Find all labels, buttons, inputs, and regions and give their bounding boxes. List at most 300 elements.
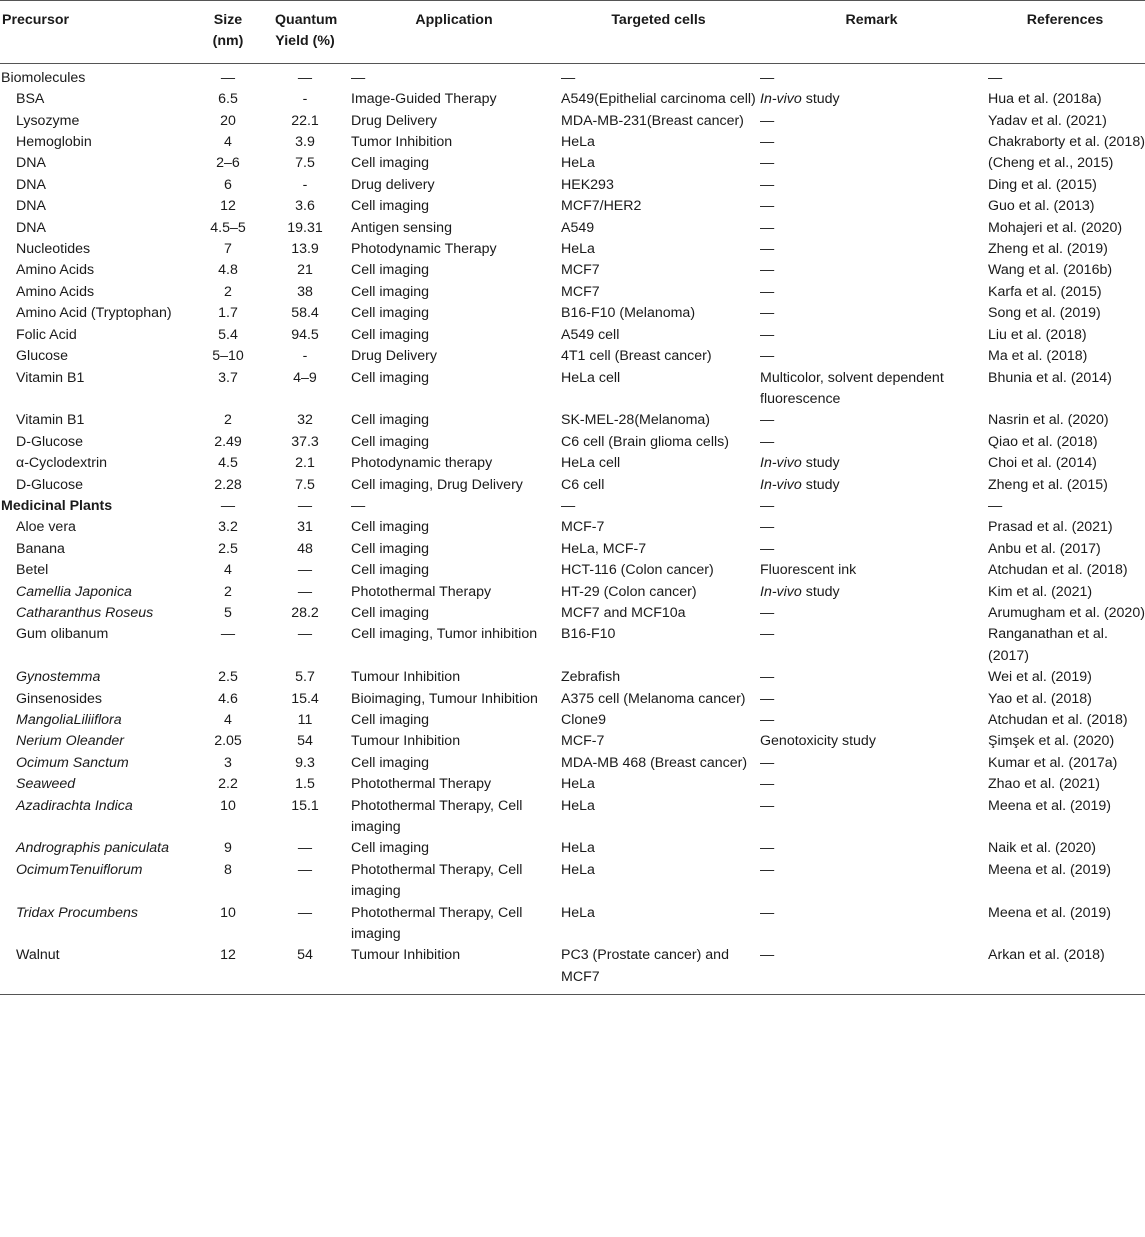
cell-precursor: Tridax Procumbens — [16, 904, 138, 921]
cell-size: 2.49 — [214, 433, 242, 450]
cell-precursor: Amino Acids — [16, 283, 95, 300]
cell-reference: Prasad et al. (2021) — [988, 519, 1113, 536]
table-row — [0, 239, 1145, 260]
cell-remark: Fluorescent ink — [760, 562, 857, 579]
cell-precursor: Amino Acid (Tryptophan) — [16, 305, 172, 322]
cell-remark: — — [760, 712, 775, 728]
header-targeted-cells: Targeted cells — [611, 12, 706, 28]
cell-quantum-yield: — — [297, 840, 313, 857]
cell-targeted-cells: HeLa — [561, 155, 595, 172]
cell-reference: Zhao et al. (2021) — [988, 776, 1100, 793]
cell-precursor: Gynostemma — [16, 669, 101, 686]
cell-size: 6.5 — [218, 91, 238, 108]
cell-reference: Kumar et al. (2017a) — [988, 754, 1118, 771]
cell-application: Cell imaging — [351, 519, 430, 536]
cell-application: Cell imaging — [351, 712, 430, 728]
cell-reference: Karfa et al. (2015) — [988, 283, 1102, 300]
cell-precursor: Seaweed — [16, 776, 76, 793]
cell-precursor: Vitamin B1 — [16, 412, 85, 429]
cell-size: 2.5 — [218, 669, 238, 686]
cell-size: 7 — [224, 241, 232, 258]
cell-quantum-yield: - — [302, 91, 308, 108]
cell-quantum-yield: 7.5 — [295, 155, 315, 172]
header-application: Application — [415, 12, 493, 28]
cell-targeted-cells: HeLa, MCF-7 — [561, 540, 647, 557]
cell-application: Cell imaging — [351, 433, 430, 450]
cell-application: Cell imaging — [351, 412, 430, 429]
cell-application: — — [351, 497, 366, 514]
cell-application: Drug delivery — [351, 176, 435, 193]
cell-size: 2 — [224, 583, 232, 600]
table-row — [0, 89, 1145, 110]
cell-application: Cell imaging — [351, 369, 430, 386]
cell-quantum-yield: — — [297, 69, 313, 86]
cell-size: 4 — [224, 134, 232, 151]
table-row — [0, 689, 1145, 710]
cell-remark: — — [760, 262, 775, 279]
remark-italic-text: In-vivo — [760, 583, 802, 600]
cell-quantum-yield: — — [297, 626, 313, 643]
cell-quantum-yield: 54 — [297, 947, 313, 964]
cell-application: Tumour Inhibition — [351, 947, 461, 964]
cell-size: 2–6 — [216, 155, 240, 172]
cell-application: Cell imaging, Drug Delivery — [351, 476, 523, 493]
cell-size: 10 — [220, 797, 236, 814]
cell-remark: — — [760, 241, 775, 258]
cell-application: Cell imaging — [351, 840, 430, 857]
cell-precursor: Nucleotides — [16, 241, 91, 258]
cell-size: 12 — [220, 947, 236, 964]
table-row — [0, 774, 1145, 795]
cell-precursor: Azadirachta Indica — [16, 797, 133, 814]
cell-quantum-yield: — — [297, 583, 313, 600]
cell-application: Image-Guided Therapy — [351, 91, 497, 108]
cell-reference: (Cheng et al., 2015) — [988, 155, 1114, 172]
cell-application: Photothermal Therapy — [351, 776, 492, 793]
table-row — [0, 560, 1145, 581]
cell-targeted-cells: HT-29 (Colon cancer) — [561, 583, 697, 600]
cell-quantum-yield: 21 — [297, 262, 313, 279]
cell-remark: — — [760, 433, 775, 450]
cell-remark: — — [760, 283, 775, 300]
cell-application: Photodynamic Therapy — [351, 241, 497, 258]
cell-remark: — — [760, 326, 775, 343]
cell-quantum-yield: — — [297, 861, 313, 878]
cell-remark — [758, 453, 985, 474]
table-row — [0, 796, 1145, 839]
cell-targeted-cells: MCF7 — [561, 262, 600, 279]
cell-targeted-cells: B16-F10 — [561, 626, 616, 643]
cell-targeted-cells: A549 — [561, 219, 595, 236]
cell-reference: Zheng et al. (2019) — [988, 241, 1108, 258]
cell-size: 2.5 — [218, 540, 238, 557]
cell-quantum-yield: 3.6 — [295, 198, 315, 215]
cell-application: Photodynamic therapy — [351, 455, 493, 472]
table-row — [0, 475, 1145, 496]
table-row — [0, 153, 1145, 174]
cell-size: 3 — [224, 754, 232, 771]
cell-size: 2 — [224, 412, 232, 429]
table-row — [0, 945, 1145, 994]
table-row — [0, 111, 1145, 132]
cell-targeted-cells: — — [561, 69, 576, 86]
header-remark: Remark — [845, 12, 898, 28]
cell-quantum-yield: 32 — [297, 412, 313, 429]
cell-remark: Genotoxicity study — [760, 733, 876, 750]
cell-remark: — — [760, 519, 775, 536]
cell-targeted-cells: HeLa — [561, 776, 595, 793]
table-row — [0, 667, 1145, 688]
table-row — [0, 603, 1145, 624]
cell-remark — [758, 475, 985, 496]
cell-quantum-yield: 37.3 — [291, 433, 319, 450]
cell-size: — — [220, 497, 236, 514]
table-row — [0, 432, 1145, 453]
cell-targeted-cells: C6 cell — [561, 476, 605, 493]
table-row — [0, 132, 1145, 153]
cell-targeted-cells: — — [561, 497, 576, 514]
cell-precursor: Ocimum Sanctum — [16, 754, 129, 771]
cell-reference: Atchudan et al. (2018) — [988, 712, 1128, 728]
cell-targeted-cells: C6 cell (Brain glioma cells) — [561, 433, 729, 450]
cell-targeted-cells: 4T1 cell (Breast cancer) — [561, 348, 712, 365]
cell-targeted-cells: SK-MEL-28(Melanoma) — [561, 412, 711, 429]
cell-size: 4 — [224, 712, 232, 728]
cell-quantum-yield: 4–9 — [293, 369, 317, 386]
cell-application: Tumor Inhibition — [351, 134, 453, 151]
remark-italic-text: In-vivo — [760, 476, 802, 493]
cell-reference: Meena et al. (2019) — [988, 904, 1112, 921]
cell-reference: Meena et al. (2019) — [988, 797, 1112, 814]
cell-quantum-yield: — — [297, 497, 313, 514]
cell-application: Tumour Inhibition — [351, 733, 461, 750]
cell-precursor: α-Cyclodextrin — [16, 455, 107, 472]
cell-remark: — — [760, 669, 775, 686]
cell-quantum-yield: 2.1 — [295, 455, 315, 472]
cell-targeted-cells: Zebrafish — [561, 669, 621, 686]
cell-size: 10 — [220, 904, 236, 921]
cell-quantum-yield: - — [302, 176, 308, 193]
cell-size: — — [220, 69, 236, 86]
cell-precursor: Nerium Oleander — [16, 733, 125, 750]
cell-quantum-yield: 28.2 — [291, 604, 319, 621]
cell-size: — — [220, 626, 236, 643]
cell-targeted-cells: Clone9 — [561, 712, 606, 728]
cell-quantum-yield: — — [297, 562, 313, 579]
table-row — [0, 624, 1145, 667]
cell-targeted-cells: HeLa — [561, 861, 595, 878]
cell-quantum-yield: 31 — [297, 519, 313, 536]
cell-remark: — — [760, 134, 775, 151]
cell-precursor: OcimumTenuiflorum — [16, 861, 143, 878]
cell-targeted-cells: MCF7 — [561, 283, 600, 300]
table-row — [0, 346, 1145, 367]
cell-size: 4.6 — [218, 690, 238, 707]
cell-size: 5.4 — [218, 326, 238, 343]
table-row — [0, 325, 1145, 346]
cell-precursor: DNA — [16, 176, 46, 193]
cell-size: 5–10 — [212, 348, 244, 365]
cell-precursor: Catharanthus Roseus — [16, 604, 154, 621]
table-row — [0, 731, 1145, 752]
cell-targeted-cells: HeLa — [561, 904, 595, 921]
cell-quantum-yield: 15.4 — [291, 690, 319, 707]
cell-application: Drug Delivery — [351, 112, 437, 129]
table-row — [0, 175, 1145, 196]
cell-size: 3.2 — [218, 519, 238, 536]
cell-size: 2 — [224, 283, 232, 300]
cell-targeted-cells: A549(Epithelial carcinoma cell) — [561, 91, 756, 108]
cell-application: Drug Delivery — [351, 348, 437, 365]
cell-size: 2.28 — [214, 476, 242, 493]
cell-application: Cell imaging, Tumor inhibition — [351, 626, 538, 643]
cell-reference: Choi et al. (2014) — [988, 455, 1097, 472]
cell-quantum-yield: 9.3 — [295, 754, 315, 771]
cell-reference: Bhunia et al. (2014) — [988, 369, 1112, 386]
cell-remark: — — [760, 754, 775, 771]
cell-reference: Wei et al. (2019) — [988, 669, 1092, 686]
cell-targeted-cells: MDA-MB 468 (Breast cancer) — [561, 754, 748, 771]
table-row — [0, 410, 1145, 431]
cell-application: Cell imaging — [351, 604, 430, 621]
table-row — [0, 753, 1145, 774]
table-row — [0, 582, 1145, 603]
header-quantum-yield: Quantum Yield (%) — [275, 12, 338, 50]
cell-targeted-cells: HeLa cell — [561, 455, 621, 472]
cell-reference: Mohajeri et al. (2020) — [988, 219, 1123, 236]
cell-remark: — — [760, 305, 775, 322]
cell-targeted-cells: HEK293 — [561, 176, 614, 193]
table-row — [0, 218, 1145, 239]
header-references: References — [1026, 12, 1104, 28]
cell-targeted-cells: HCT-116 (Colon cancer) — [561, 562, 714, 579]
table-row — [0, 838, 1145, 859]
cell-quantum-yield: 7.5 — [295, 476, 315, 493]
cell-application: Cell imaging — [351, 262, 430, 279]
cell-reference: Zheng et al. (2015) — [988, 476, 1108, 493]
cell-application: — — [351, 69, 366, 86]
cell-quantum-yield: 11 — [297, 712, 313, 728]
cell-application: Cell imaging — [351, 754, 430, 771]
table-row — [0, 517, 1145, 538]
cell-size: 3.7 — [218, 369, 238, 386]
header-size: Size (nm) — [212, 12, 244, 50]
cell-application: Cell imaging — [351, 540, 430, 557]
cell-remark: — — [760, 947, 775, 964]
cell-application: Cell imaging — [351, 155, 430, 172]
cell-reference: Atchudan et al. (2018) — [988, 562, 1128, 579]
cell-size: 1.7 — [218, 305, 238, 322]
cell-reference: Qiao et al. (2018) — [988, 433, 1098, 450]
remark-text: study — [801, 455, 840, 472]
cell-reference: Anbu et al. (2017) — [988, 540, 1101, 557]
cell-size: 2.05 — [214, 733, 242, 750]
table-row — [0, 860, 1145, 903]
cell-reference: Song et al. (2019) — [988, 305, 1101, 322]
cell-precursor: Camellia Japonica — [16, 583, 132, 600]
cell-quantum-yield: — — [297, 904, 313, 921]
remark-italic-text: In-vivo — [760, 91, 802, 108]
cell-precursor: Walnut — [16, 947, 60, 964]
cell-reference: — — [988, 497, 1003, 514]
cell-reference: Ma et al. (2018) — [988, 348, 1088, 365]
cell-precursor: Ginsenosides — [16, 690, 102, 707]
cell-remark: — — [760, 604, 775, 621]
table-row — [0, 710, 1145, 731]
cell-size: 6 — [224, 176, 232, 193]
cell-application: Bioimaging, Tumour Inhibition — [351, 690, 538, 707]
cell-targeted-cells: MCF-7 — [561, 519, 605, 536]
cell-reference: — — [988, 69, 1003, 86]
cell-remark: — — [760, 112, 775, 129]
cell-application: Photothermal Therapy, Cell imaging — [351, 797, 523, 836]
table-row — [0, 282, 1145, 303]
cell-quantum-yield: 1.5 — [295, 776, 315, 793]
cell-targeted-cells: MDA-MB-231(Breast cancer) — [561, 112, 744, 129]
cell-targeted-cells: HeLa — [561, 241, 595, 258]
remark-text: study — [801, 583, 840, 600]
cell-size: 4.5 — [218, 455, 238, 472]
cell-reference: Şimşek et al. (2020) — [988, 733, 1115, 750]
cell-quantum-yield: 22.1 — [291, 112, 319, 129]
cell-reference: Chakraborty et al. (2018) — [988, 134, 1145, 151]
cell-remark: — — [760, 797, 775, 814]
cell-application: Photothermal Therapy — [351, 583, 492, 600]
cell-size: 8 — [224, 861, 232, 878]
cell-precursor: DNA — [16, 219, 46, 236]
cell-precursor: Banana — [16, 540, 65, 557]
cell-precursor: DNA — [16, 198, 46, 215]
cell-size: 4.8 — [218, 262, 238, 279]
cell-reference: Nasrin et al. (2020) — [988, 412, 1109, 429]
cell-remark: — — [760, 69, 775, 86]
remark-text: study — [801, 476, 840, 493]
cell-targeted-cells: MCF7 and MCF10a — [561, 604, 686, 621]
cell-remark: — — [760, 412, 775, 429]
cell-size: 4 — [224, 562, 232, 579]
cell-precursor: D-Glucose — [16, 476, 84, 493]
cell-remark: — — [760, 155, 775, 172]
cell-quantum-yield: 48 — [297, 540, 313, 557]
cell-remark: — — [760, 198, 775, 215]
cell-precursor: Hemoglobin — [16, 134, 92, 151]
cell-precursor: Medicinal Plants — [1, 497, 113, 514]
cell-quantum-yield: 58.4 — [291, 305, 319, 322]
cell-quantum-yield: 15.1 — [291, 797, 319, 814]
cell-targeted-cells: MCF-7 — [561, 733, 605, 750]
cell-remark: — — [760, 497, 775, 514]
cell-reference: Yadav et al. (2021) — [988, 112, 1107, 129]
cell-reference: Guo et al. (2013) — [988, 198, 1095, 215]
group-row — [0, 496, 1145, 517]
cell-reference: Naik et al. (2020) — [988, 840, 1097, 857]
cell-size: 5 — [224, 604, 232, 621]
cell-remark: — — [760, 690, 775, 707]
cell-quantum-yield: 5.7 — [295, 669, 315, 686]
remark-text: study — [801, 91, 840, 108]
cell-precursor: Folic Acid — [16, 326, 77, 343]
cell-size: 20 — [220, 112, 236, 129]
table-row — [0, 196, 1145, 217]
cell-reference: Ranganathan et al. (2017) — [988, 626, 1108, 664]
cell-application: Photothermal Therapy, Cell imaging — [351, 861, 523, 900]
cell-targeted-cells: HeLa — [561, 134, 595, 151]
cell-targeted-cells: B16-F10 (Melanoma) — [561, 305, 696, 322]
cell-quantum-yield: 3.9 — [295, 134, 315, 151]
cell-remark: — — [760, 840, 775, 857]
cell-quantum-yield: 38 — [297, 283, 313, 300]
cell-quantum-yield: 19.31 — [287, 219, 323, 236]
cell-remark: — — [760, 219, 775, 236]
cell-precursor: Biomolecules — [1, 69, 86, 86]
cell-targeted-cells: HeLa — [561, 840, 595, 857]
cell-application: Photothermal Therapy, Cell imaging — [351, 904, 523, 943]
cell-application: Cell imaging — [351, 562, 430, 579]
cell-precursor: Glucose — [16, 348, 69, 365]
cell-remark — [758, 89, 985, 110]
group-row — [0, 63, 1145, 89]
cell-application: Antigen sensing — [351, 219, 452, 236]
cell-application: Cell imaging — [351, 305, 430, 322]
cell-remark — [758, 582, 985, 603]
cell-reference: Ding et al. (2015) — [988, 176, 1097, 193]
cell-size: 12 — [220, 198, 236, 215]
cell-remark: — — [760, 540, 775, 557]
cell-targeted-cells: HeLa — [561, 797, 595, 814]
table-body — [0, 63, 1145, 994]
cell-targeted-cells: A375 cell (Melanoma cancer) — [561, 690, 746, 707]
header-precursor: Precursor — [2, 12, 70, 28]
table-bottom-rule — [0, 994, 1145, 995]
cell-application: Cell imaging — [351, 326, 430, 343]
cell-precursor: D-Glucose — [16, 433, 84, 450]
table-row — [0, 903, 1145, 946]
cell-reference: Hua et al. (2018a) — [988, 91, 1102, 108]
cell-remark: Multicolor, solvent dependent fluorescence — [760, 369, 944, 407]
table-header-row — [0, 1, 1145, 64]
cell-precursor: Amino Acids — [16, 262, 95, 279]
cell-precursor: Vitamin B1 — [16, 369, 85, 386]
cell-remark: — — [760, 861, 775, 878]
cell-precursor: MangoliaLiliiflora — [16, 712, 122, 728]
cell-remark: — — [760, 904, 775, 921]
cell-precursor: DNA — [16, 155, 46, 172]
cell-remark: — — [760, 626, 775, 643]
cell-reference: Yao et al. (2018) — [988, 690, 1092, 707]
cell-remark: — — [760, 776, 775, 793]
table-row — [0, 453, 1145, 474]
cell-precursor: Aloe vera — [16, 519, 76, 536]
cell-application: Tumour Inhibition — [351, 669, 461, 686]
cell-reference: Arumugham et al. (2020) — [988, 604, 1145, 621]
cell-quantum-yield: 13.9 — [291, 241, 319, 258]
table-row — [0, 368, 1145, 411]
cell-targeted-cells: A549 cell — [561, 326, 620, 343]
cell-targeted-cells: MCF7/HER2 — [561, 198, 642, 215]
cell-targeted-cells: HeLa cell — [561, 369, 621, 386]
cell-precursor: Lysozyme — [16, 112, 80, 129]
cell-reference: Kim et al. (2021) — [988, 583, 1093, 600]
cell-quantum-yield: 54 — [297, 733, 313, 750]
remark-italic-text: In-vivo — [760, 455, 802, 472]
cell-targeted-cells: PC3 (Prostate cancer) and MCF7 — [561, 947, 729, 985]
cell-reference: Wang et al. (2016b) — [988, 262, 1113, 279]
cell-size: 4.5–5 — [210, 219, 246, 236]
cell-quantum-yield: - — [302, 348, 308, 365]
cell-remark: — — [760, 348, 775, 365]
cell-reference: Liu et al. (2018) — [988, 326, 1087, 343]
cell-application: Cell imaging — [351, 283, 430, 300]
